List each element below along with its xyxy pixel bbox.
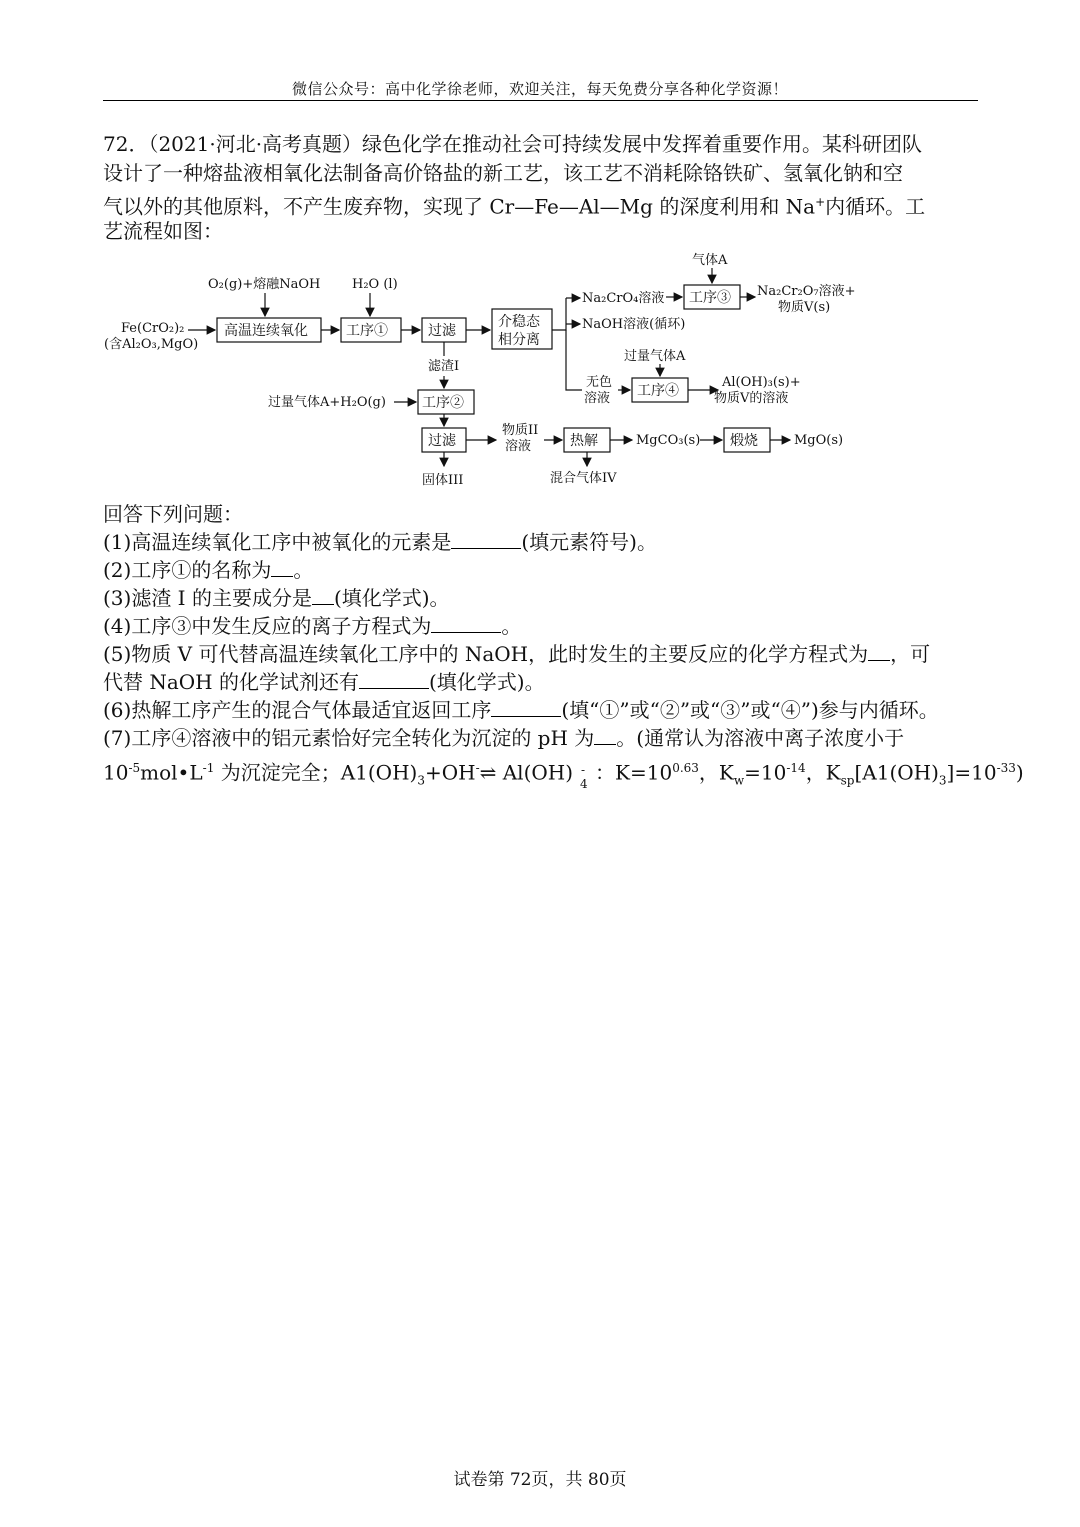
label-pyrolysis: 热解 xyxy=(570,433,598,449)
answer-blank[interactable] xyxy=(312,584,334,605)
question-7: (7)工序④溶液中的铝元素恰好完全转化为沉淀的 pH 为 。(通常认为溶液中离子浓度小于 xyxy=(103,726,905,750)
label-step4: 工序④ xyxy=(637,383,679,399)
label-gas-a-top: 气体A xyxy=(692,253,728,268)
label-step1: 工序① xyxy=(346,323,388,339)
answer-blank[interactable] xyxy=(359,668,429,689)
label-separation-2: 相分离 xyxy=(498,332,540,348)
page-header: 微信公众号：高中化学徐老师，欢迎关注，每天免费分享各种化学资源！ xyxy=(291,80,788,98)
answers-intro: 回答下列问题： xyxy=(103,502,243,526)
label-feed: Fe(CrO₂)₂ xyxy=(121,321,185,336)
label-aloh3-1: Al(OH)₃(s)+ xyxy=(722,375,801,390)
page-footer: 试卷第 72页，共 80页 xyxy=(453,1470,627,1490)
stem-line: 艺流程如图： xyxy=(103,219,223,243)
label-na2cro4: Na₂CrO₄溶液 xyxy=(582,291,665,306)
label-solid3: 固体III xyxy=(422,473,464,488)
label-step3: 工序③ xyxy=(689,290,731,306)
label-colorless-2: 溶液 xyxy=(584,391,611,406)
label-o2-naoh: O₂(g)+熔融NaOH xyxy=(208,277,321,292)
label-gas-a-water: 过量气体A+H₂O(g) xyxy=(268,395,386,410)
label-mgco3: MgCO₃(s) xyxy=(636,433,701,448)
label-oxidation: 高温连续氧化 xyxy=(224,323,308,339)
answer-blank[interactable] xyxy=(431,612,501,633)
stem-line: 72．（2021·河北·高考真题）绿色化学在推动社会可持续发展中发挥着重要作用。某科研团队 xyxy=(103,132,923,156)
answer-blank[interactable] xyxy=(271,556,293,577)
label-feed-note: (含Al₂O₃,MgO) xyxy=(104,337,199,352)
question-3: (3)滤渣 I 的主要成分是 (填化学式)。 xyxy=(103,586,450,610)
question-2: (2)工序①的名称为 。 xyxy=(103,558,314,582)
question-5: (5)物质 V 可代替高温连续氧化工序中的 NaOH，此时发生的主要反应的化学方程式为 ，可 xyxy=(103,642,931,666)
question-4: (4)工序③中发生反应的离子方程式为 。 xyxy=(103,614,522,638)
label-residue1: 滤渣I xyxy=(428,359,460,374)
label-mixed-gas4: 混合气体IV xyxy=(550,471,617,486)
question-1: (1)高温连续氧化工序中被氧化的元素是 (填元素符号)。 xyxy=(103,530,657,554)
label-substance2-1: 物质II xyxy=(502,423,539,438)
label-excess-gas-a: 过量气体A xyxy=(624,349,686,364)
label-filter2: 过滤 xyxy=(428,433,456,449)
answer-blank[interactable] xyxy=(594,724,616,745)
label-mgo: MgO(s) xyxy=(794,433,844,448)
label-aloh3-2: 物质V的溶液 xyxy=(714,391,789,406)
label-calcine: 煅烧 xyxy=(730,433,758,449)
answer-blank[interactable] xyxy=(868,640,890,661)
label-step2: 工序② xyxy=(422,395,464,411)
charge-fraction: - 4 xyxy=(580,762,588,791)
question-7-cont: $10^{-5}mol•L^{-1}$ 为沉淀完全；$A1(OH)_3+OH^-\rightleftharpoons$ Al(OH) - 4 ：$K=10^{0.63}$，$K_w=10^{-14}$，$K_{sp}[A1(OH)_3]=10^{-33}$) xyxy=(103,760,1024,791)
label-naoh-recycle: NaOH溶液(循环) xyxy=(582,317,686,332)
question-5-cont: 代替 NaOH 的化学试剂还有 (填化学式)。 xyxy=(103,670,545,694)
label-na2cr2o7-2: 物质V(s) xyxy=(778,300,831,315)
label-substance2-2: 溶液 xyxy=(505,439,532,454)
label-filter1: 过滤 xyxy=(428,323,456,339)
answer-blank[interactable] xyxy=(451,528,521,549)
label-separation-1: 介稳态 xyxy=(498,314,540,330)
stem-line: 气以外的其他原料，不产生废弃物，实现了 Cr—Fe—Al—Mg 的深度利用和 Na+内循环。工 xyxy=(103,194,926,219)
stem-line: 设计了一种熔盐液相氧化法制备高价铬盐的新工艺，该工艺不消耗除铬铁矿、氢氧化钠和空 xyxy=(103,161,903,185)
label-h2o: H₂O (l) xyxy=(352,277,398,292)
label-na2cr2o7-1: Na₂Cr₂O₇溶液+ xyxy=(757,284,856,299)
answer-blank[interactable] xyxy=(491,696,561,717)
label-colorless-1: 无色 xyxy=(586,375,613,390)
question-6: (6)热解工序产生的混合气体最适宜返回工序 (填“①”或“②”或“③”或“④”)参与内循环。 xyxy=(103,698,939,722)
